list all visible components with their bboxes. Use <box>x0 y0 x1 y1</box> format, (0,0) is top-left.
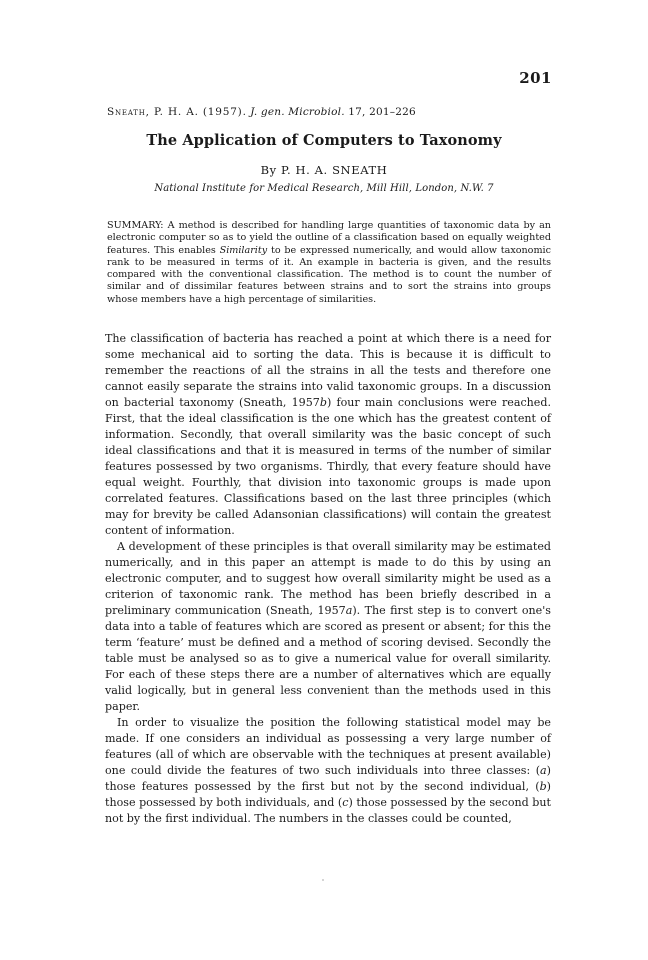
paragraph-2-text-1: A development of these principles is that overall similarity may be estimated numerically, and in this paper an attempt is made to do this by using an electronic computer, and to suggest how overall similarity might be used as a criterion of taxonomic rank. The method has been briefly described in a preliminary communication (Sneath, 1957 <box>105 540 551 617</box>
paragraph-1-ref: b <box>319 396 327 409</box>
paragraph-1-text-1: The classification of bacteria has reached a point at which there is a need for some mechanical aid to sorting the data. This is because it is difficult to remember the reactions of all the strains in all the tests and therefore one cannot easily separate the strains into valid taxonomic groups. In a discussion on bacterial taxonomy (Sneath, 1957 <box>105 332 551 409</box>
paragraph-3-text-1: In order to visualize the position the following statistical model may be made. If one considers an individual as possessing a very large number of features (all of which are observable with the techniques at present available) one could divide the features of two such individuals into three classes: ( <box>105 716 551 777</box>
citation <box>107 106 416 118</box>
scan-speck <box>322 879 324 881</box>
body-paragraph-3 <box>105 715 551 827</box>
article-affiliation: National Institute for Medical Research, Mill Hill, London, N.W. 7 <box>154 183 494 194</box>
page-number: 201 <box>519 69 552 87</box>
paragraph-3-text-2: ) those features possessed by the first but not by the second individual, ( <box>105 764 551 793</box>
body-text <box>105 331 551 827</box>
citation-journal: J. gen. Microbiol. <box>250 106 345 118</box>
paragraph-2-text-2: ). The first step is to convert one's data into a table of features which are scored as present or absent; for this the term ‘feature’ must be defined and a method of scoring devised. Secondly the table must be analysed so as to give a numerical value for overall similarity. For each of these steps there are a number of alternatives which are equally valid logically, but in general less convenient than the methods used in this paper. <box>105 604 551 713</box>
paragraph-3-label-b: b <box>539 780 547 793</box>
summary-abstract <box>107 220 551 306</box>
paragraph-1-text-2: ) four main conclusions were reached. First, that the ideal classification is the one which has the greatest content of information. Secondly, that overall similarity was the basic concept of such ideal classifications and that it is measured in terms of the number of similar features possessed by two organisms. Thirdly, that every feature should have equal weight. Fourthly, that division into taxonomic groups is made upon correlated features. Classifications based on the last three principles (which may for brevity be called Adansonian classifications) will contain the greatest content of information. <box>105 396 551 537</box>
paragraph-3-label-c: c <box>342 796 349 809</box>
paragraph-3-label-a: a <box>540 764 547 777</box>
summary-term: Similarity <box>219 244 268 256</box>
body-paragraph-1 <box>105 331 551 539</box>
paragraph-2-ref: a <box>345 604 353 617</box>
citation-author: Sneath, P. H. A. (1957). <box>107 106 247 118</box>
paragraph-3-text-3: ) those possessed by both individuals, and ( <box>105 780 551 809</box>
article-byline: By P. H. A. SNEATH <box>260 163 388 177</box>
summary-text-1: SUMMARY: A method is described for handling large quantities of taxonomic data by an electronic computer so as to yield the outline of a classification based on equally weighted features. This enables <box>107 220 551 256</box>
citation-volume-pages: 17, 201–226 <box>348 106 416 118</box>
body-paragraph-2 <box>105 539 551 715</box>
article-title: The Application of Computers to Taxonomy <box>146 132 502 149</box>
summary-text-2: to be expressed numerically, and would allow taxonomic rank to be measured in terms of it. An example in bacteria is given, and the results compared with the conventional classification. The method is to count the number of similar and of dissimilar features between strains and to sort the strains into groups whose members have a high percentage of similarities. <box>107 244 552 305</box>
paragraph-3-text-4: ) those possessed by the second but not by the first individual. The numbers in the classes could be counted, <box>105 796 551 825</box>
